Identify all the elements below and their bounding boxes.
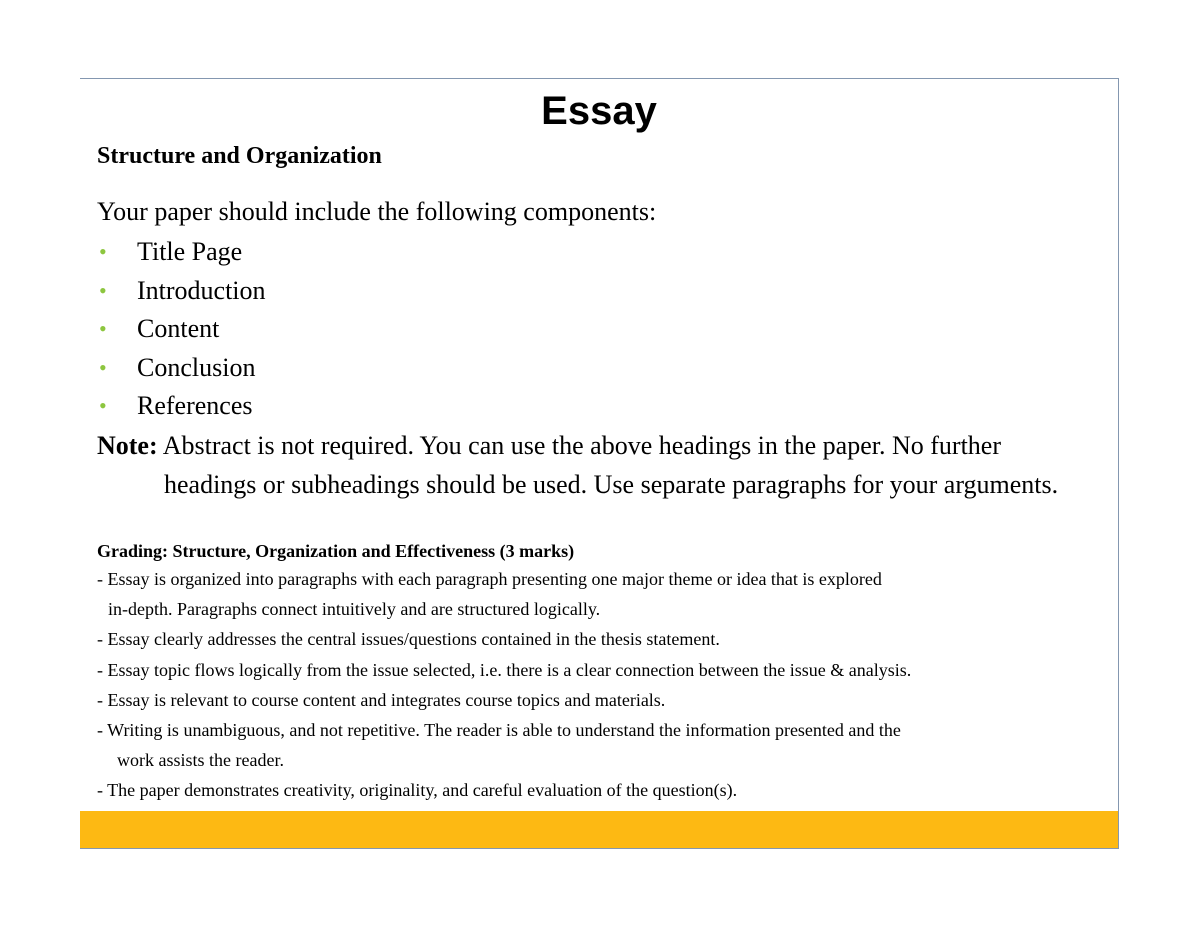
bullet-icon: •	[99, 393, 107, 418]
grading-criterion: - Writing is unambiguous, and not repetitive. The reader is able to understand the information presented and the	[97, 720, 901, 741]
grading-heading-text: Grading: Structure, Organization and Effectiveness (	[97, 541, 506, 561]
grading-section	[97, 538, 1107, 806]
note-paragraph	[97, 426, 1107, 504]
grading-heading	[97, 538, 1107, 564]
note-text-line1: Abstract is not required. You can use the above headings in the paper. No further	[157, 431, 1001, 460]
grading-criterion: - The paper demonstrates creativity, originality, and careful evaluation of the question(s).	[97, 780, 738, 801]
note-text-line2: headings or subheadings should be used. Use separate paragraphs for your arguments.	[164, 470, 1059, 499]
section-heading: Structure and Organization	[97, 143, 382, 169]
component-label: References	[137, 391, 253, 420]
grading-criterion-continuation: work assists the reader.	[117, 750, 284, 771]
grading-criterion-continuation: in-depth. Paragraphs connect intuitively and are structured logically.	[108, 599, 601, 620]
grading-criterion: - Essay clearly addresses the central issues/questions contained in the thesis statement.	[97, 629, 720, 650]
components-intro: Your paper should include the following components:	[97, 197, 657, 226]
bullet-icon: •	[99, 354, 107, 380]
grading-heading-close: )	[568, 541, 575, 561]
essay-slide	[80, 78, 1119, 849]
grading-marks: 3 marks	[505, 541, 569, 561]
slide-title: Essay	[541, 89, 657, 133]
component-label: Content	[137, 314, 220, 343]
bullet-icon: •	[99, 239, 107, 264]
bullet-icon: •	[99, 277, 107, 303]
component-label: Introduction	[137, 275, 266, 305]
component-label: Title Page	[137, 237, 243, 266]
grading-criterion: - Essay is organized into paragraphs with each paragraph presenting one major theme or idea that is explored	[97, 569, 882, 589]
note-label: Note:	[97, 431, 158, 460]
bullet-icon: •	[99, 316, 107, 341]
grading-criterion: - Essay is relevant to course content and integrates course topics and materials.	[97, 689, 666, 710]
grading-criterion: - Essay topic flows logically from the issue selected, i.e. there is a clear connection between the issue & analysis.	[97, 659, 912, 680]
footer-bar	[80, 811, 1118, 848]
component-label: Conclusion	[137, 352, 256, 382]
